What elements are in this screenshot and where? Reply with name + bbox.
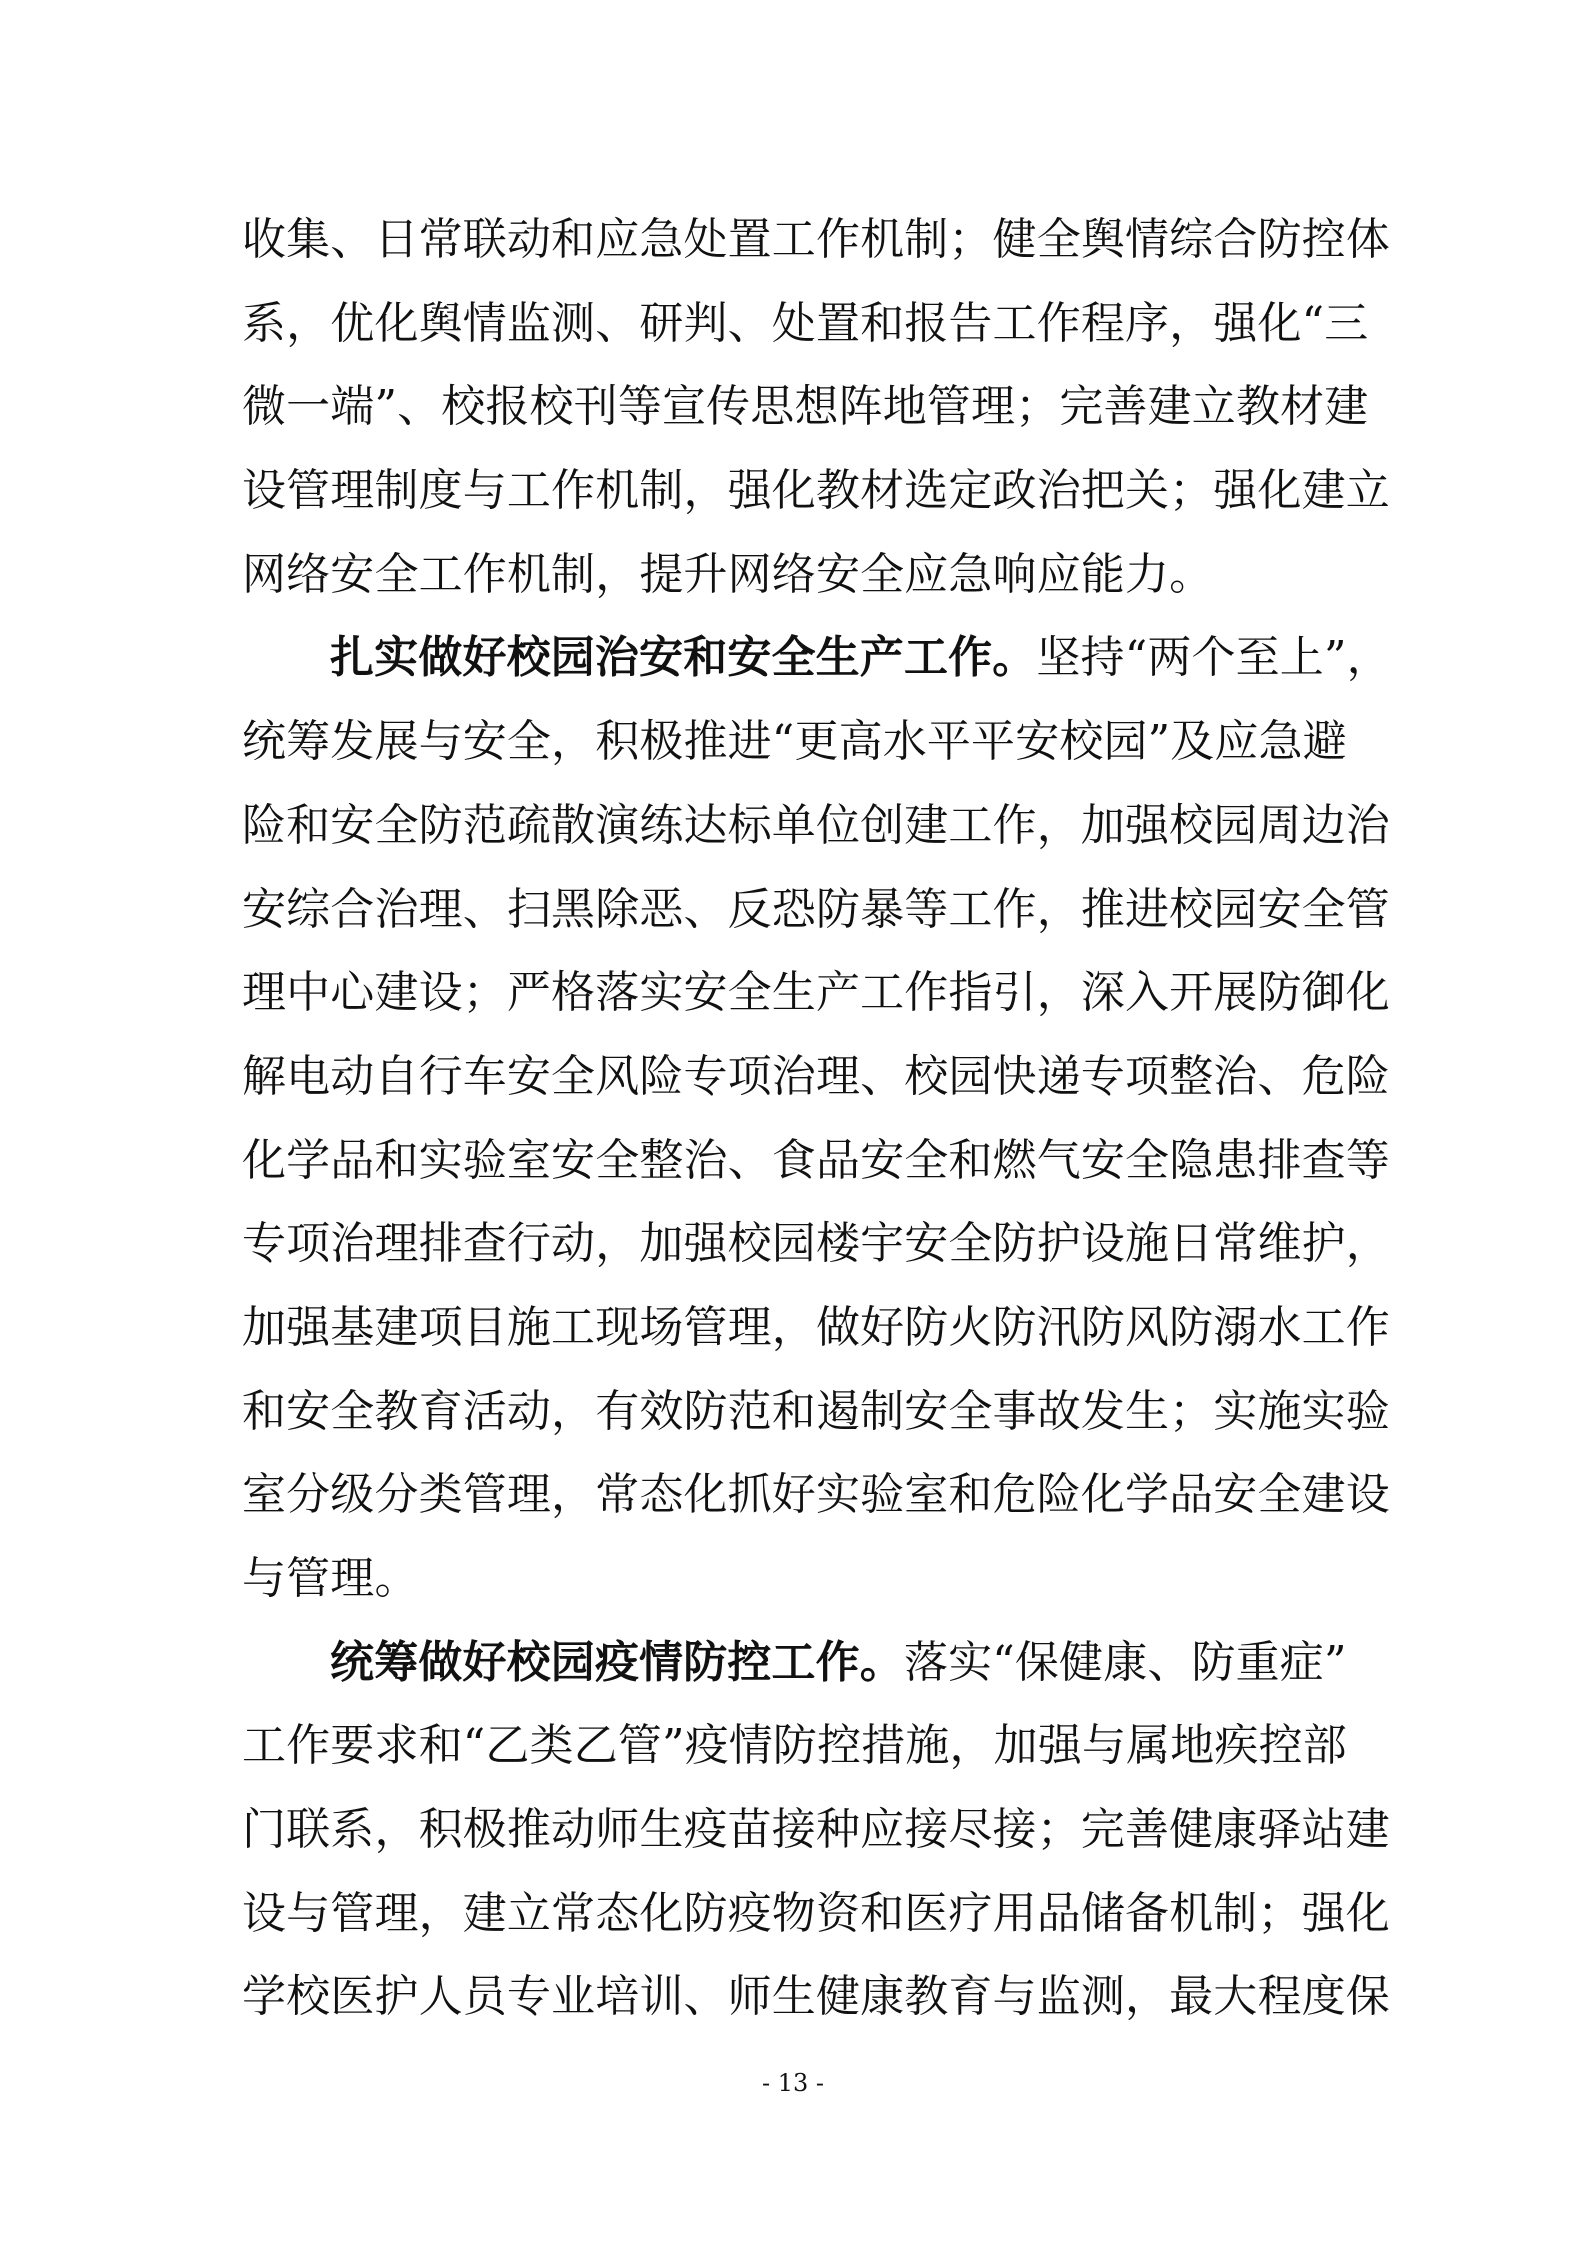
text-line: 室分级分类管理，常态化抓好实验室和危险化学品安全建设 — [242, 1469, 1390, 1521]
text-line: 网络安全工作机制，提升网络安全应急响应能力。 — [242, 548, 1214, 600]
paragraph-heading: 扎实做好校园治安和安全生产工作。 — [330, 632, 1037, 684]
text-line: 加强基建项目施工现场管理，做好防火防汛防风防溺水工作 — [242, 1301, 1390, 1353]
paragraph-campus-safety — [242, 616, 1391, 1620]
page-number: - 13 - — [761, 2069, 824, 2097]
text-line — [242, 616, 1391, 700]
text-line — [242, 1621, 1360, 1705]
text-line: 安综合治理、扫黑除恶、反恐防暴等工作，推进校园安全管 — [242, 883, 1390, 935]
text-line: 理中心建设；严格落实安全生产工作指引，深入开展防御化 — [242, 967, 1390, 1019]
text-line: 统筹发展与安全，积极推进“更高水平平安校园”及应急避 — [242, 716, 1347, 768]
paragraph-opinion-system — [242, 198, 1390, 616]
paragraph-first-line-text: 落实“保健康、防重症” — [903, 1636, 1347, 1688]
text-line: 解电动自行车安全风险专项治理、校园快递专项整治、危险 — [242, 1050, 1390, 1102]
paragraph-epidemic-control — [242, 1621, 1390, 2039]
text-line: 工作要求和“乙类乙管”疫情防控措施，加强与属地疾控部 — [242, 1720, 1347, 1772]
document-body — [242, 198, 1391, 2039]
paragraph-first-line-text: 坚持“两个至上”， — [1036, 632, 1391, 684]
text-line: 学校医护人员专业培训、师生健康教育与监测，最大程度保 — [242, 1971, 1390, 2023]
text-line: 系，优化舆情监测、研判、处置和报告工作程序，强化“三 — [242, 297, 1369, 349]
text-line: 险和安全防范疏散演练达标单位创建工作，加强校园周边治 — [242, 799, 1390, 851]
text-line: 门联系，积极推动师生疫苗接种应接尽接；完善健康驿站建 — [242, 1804, 1390, 1856]
text-line: 收集、日常联动和应急处置工作机制；健全舆情综合防控体 — [242, 214, 1390, 265]
text-line: 专项治理排查行动，加强校园楼宇安全防护设施日常维护， — [242, 1218, 1390, 1270]
paragraph-heading: 统筹做好校园疫情防控工作。 — [330, 1636, 904, 1688]
text-line: 设管理制度与工作机制，强化教材选定政治把关；强化建立 — [242, 465, 1390, 517]
text-line: 与管理。 — [242, 1553, 419, 1604]
text-line: 和安全教育活动，有效防范和遏制安全事故发生；实施实验 — [242, 1385, 1390, 1437]
text-line: 设与管理，建立常态化防疫物资和医疗用品储备机制；强化 — [242, 1887, 1390, 1939]
text-line: 微一端”、校报校刊等宣传思想阵地管理；完善建立教材建 — [242, 381, 1369, 433]
text-line: 化学品和实验室安全整治、食品安全和燃气安全隐患排查等 — [242, 1134, 1390, 1186]
